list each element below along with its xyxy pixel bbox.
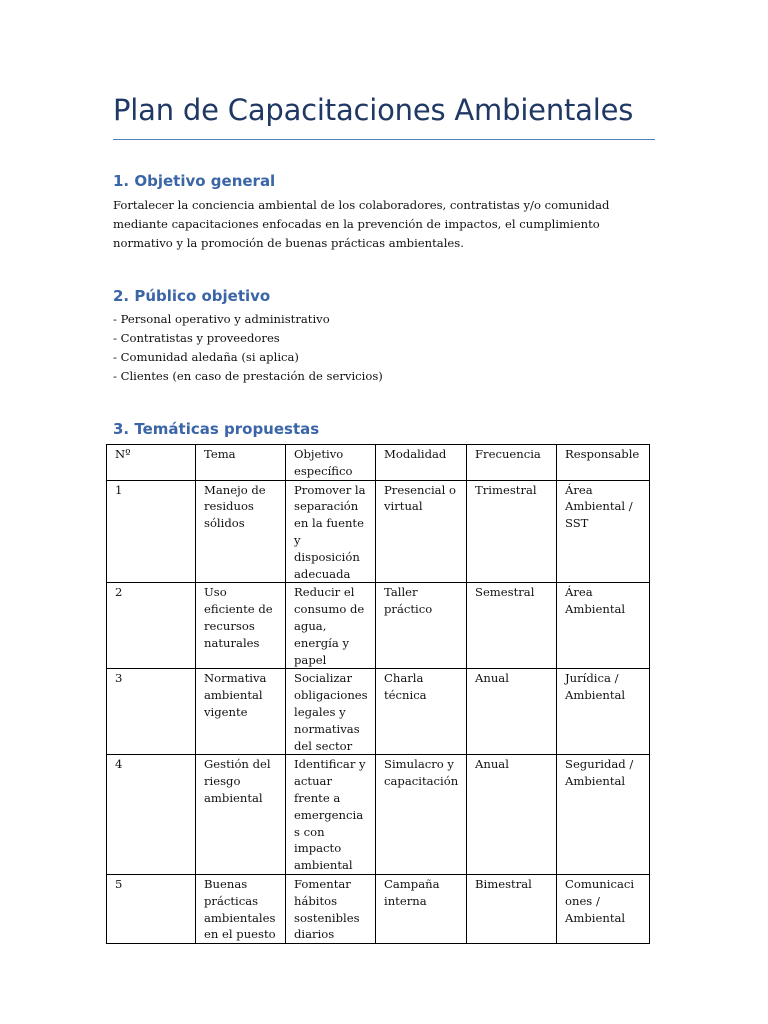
section-heading-tematicas: 3. Temáticas propuestas (113, 420, 320, 438)
section-heading-publico: 2. Público objetivo (113, 287, 271, 305)
table-cell: Semestral (467, 583, 557, 669)
table-cell: Fomentar hábitos sostenibles diarios (286, 874, 376, 943)
table-cell: Bimestral (467, 874, 557, 943)
column-header-responsable: Responsable (557, 445, 650, 481)
column-header-modalidad: Modalidad (376, 445, 467, 481)
table-cell: Campaña interna (376, 874, 467, 943)
table-row (107, 755, 650, 875)
table-header-row (107, 445, 650, 481)
list-item: - Comunidad aledaña (si aplica) (113, 350, 299, 364)
table-cell: Normativa ambiental vigente (196, 669, 286, 755)
table-cell: Simulacro y capacitación (376, 755, 467, 875)
table-row (107, 583, 650, 669)
table-cell: Reducir el consumo de agua, energía y papel (286, 583, 376, 669)
table-cell: Promover la separación en la fuente y disposición adecuada (286, 480, 376, 583)
table-cell: Anual (467, 755, 557, 875)
tematicas-table (106, 444, 650, 944)
table-cell: Identificar y actuar frente a emergencias con impacto ambiental (286, 755, 376, 875)
table-cell: Taller práctico (376, 583, 467, 669)
table-cell: 2 (107, 583, 196, 669)
column-header-objetivo: Objetivo específico (286, 445, 376, 481)
table-cell: Área Ambiental (557, 583, 650, 669)
section-heading-objetivo: 1. Objetivo general (113, 172, 276, 190)
table-cell: 5 (107, 874, 196, 943)
table-cell: Socializar obligaciones legales y normativas del sector (286, 669, 376, 755)
table-row (107, 480, 650, 583)
objetivo-paragraph: Fortalecer la conciencia ambiental de los colaboradores, contratistas y/o comunidad mediante capacitaciones enfocadas en la prevención de impactos, el cumplimiento normativo y la promoción de buenas prácticas ambientales. (113, 198, 610, 250)
table-cell: Uso eficiente de recursos naturales (196, 583, 286, 669)
list-item: - Personal operativo y administrativo (113, 312, 330, 326)
table-cell: Jurídica / Ambiental (557, 669, 650, 755)
table-cell: 3 (107, 669, 196, 755)
table-cell: Área Ambiental / SST (557, 480, 650, 583)
table-cell: Charla técnica (376, 669, 467, 755)
column-header-frecuencia: Frecuencia (467, 445, 557, 481)
column-header-tema: Tema (196, 445, 286, 481)
table-row (107, 669, 650, 755)
title-underline (113, 139, 655, 140)
table-row (107, 874, 650, 943)
document-title: Plan de Capacitaciones Ambientales (113, 93, 634, 127)
table-cell: Presencial o virtual (376, 480, 467, 583)
table-cell: Trimestral (467, 480, 557, 583)
table-cell: Buenas prácticas ambientales en el puesto (196, 874, 286, 943)
table-cell: Seguridad / Ambiental (557, 755, 650, 875)
list-item: - Contratistas y proveedores (113, 331, 280, 345)
list-item: - Clientes (en caso de prestación de servicios) (113, 369, 383, 383)
table-cell: 1 (107, 480, 196, 583)
table-cell: Manejo de residuos sólidos (196, 480, 286, 583)
table-cell: Gestión del riesgo ambiental (196, 755, 286, 875)
column-header-numero: Nº (107, 445, 196, 481)
table-cell: 4 (107, 755, 196, 875)
table-cell: Anual (467, 669, 557, 755)
table-cell: Comunicaciones / Ambiental (557, 874, 650, 943)
publico-list (113, 310, 383, 386)
